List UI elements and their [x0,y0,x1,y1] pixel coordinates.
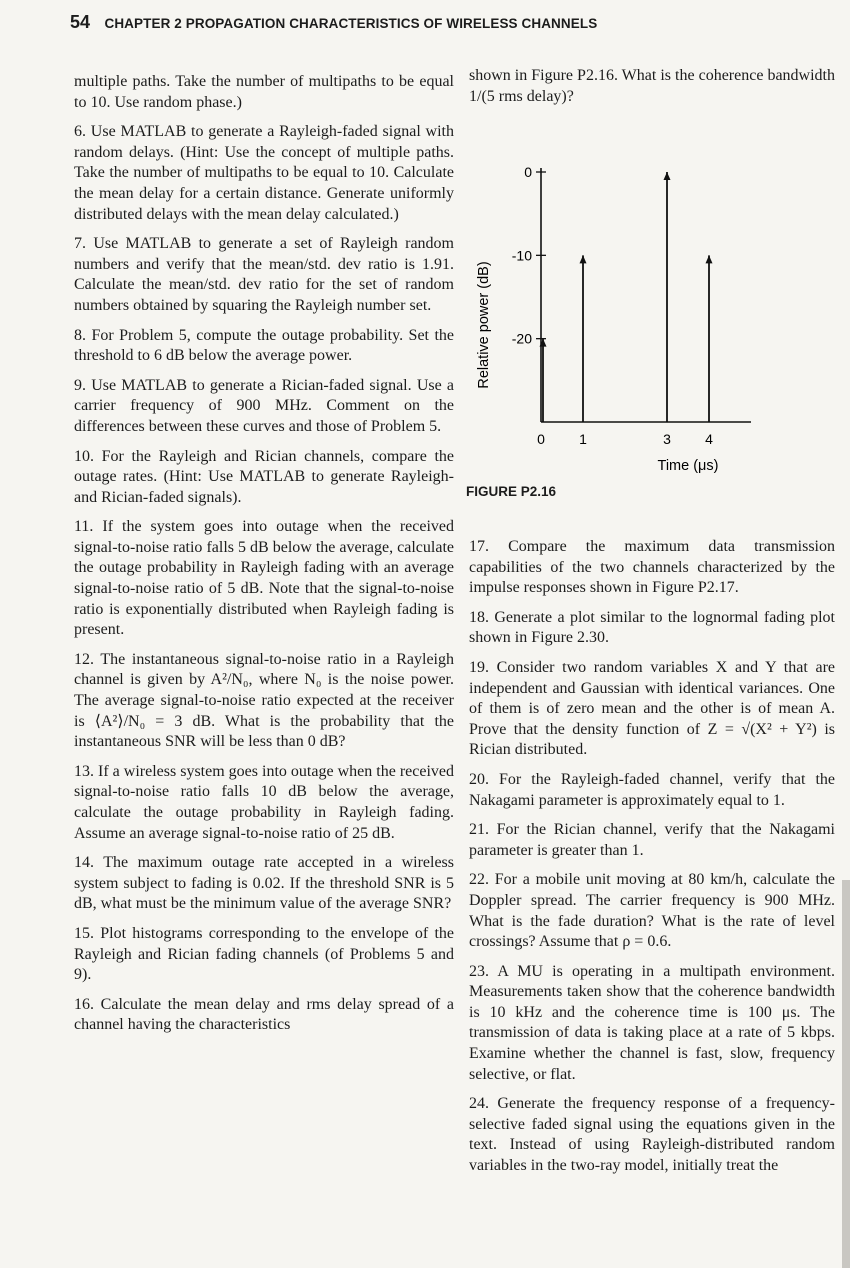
problem-24: 24. Generate the frequency response of a frequency-selective faded signal using the equations given in the text. Instead of using Rayleigh-distributed random variables in the two-ray model, initially treat the [469,1095,835,1175]
problem-16: 16. Calculate the mean delay and rms delay spread of a channel having the characteristics [74,995,454,1034]
problem-7: 7. Use MATLAB to generate a set of Rayleigh random numbers and verify that the mean/std. dev ratio is 1.91. Calculate the mean/std. dev ratio for the set of random numbers obtained by squaring the Rayleigh number set. [74,235,454,314]
problem-12: 12. The instantaneous signal-to-noise ratio in a Rayleigh channel is given by A²/N₀, where N₀ is the noise power. The average signal-to-noise ratio expected at the receiver is ⟨A²⟩/N₀ = 3 dB. What is the probability that the instantaneous SNR will be less than 0 dB? [74,650,454,751]
y-tick-label: 0 [524,164,532,180]
problem-20: 20. For the Rayleigh-faded channel, verify that the Nakagami parameter is approximately equal to 1. [469,770,835,809]
problem-14: 14. The maximum outage rate accepted in a wireless system subject to fading is 0.02. If the threshold SNR is 5 dB, what must be the minimum value of the average SNR? [74,854,454,913]
problem-19: 19. Consider two random variables X and Y that are independent and Gaussian with identical variances. One of them is of zero mean and the other is of mean A. Prove that the density function of Z = √(X² + Y²) is Rician distributed. [469,658,835,759]
right-column-bottom [469,537,835,1186]
impulse-arrowhead [664,172,671,180]
y-tick-label: -20 [511,330,532,347]
problem-23: 23. A MU is operating in a multipath environment. Measurements taken show that the coherence bandwidth is 10 kHz and the coherence time is 100 μs. The transmission of data is taking place at a rate of 5 kbps. Examine whether the channel is fast, slow, frequency selective, or flat. [469,962,835,1083]
impulse-response-chart [466,150,766,480]
impulse-arrowhead [580,255,587,263]
y-axis-label: Relative power (dB) [476,261,492,389]
problem-17: 17. Compare the maximum data transmission capabilities of the two channels characterized by the impulse responses shown in Figure P2.17. [469,538,835,597]
x-tick-label: 1 [579,431,587,447]
x-axis-label: Time (μs) [657,458,719,474]
x-tick-label: 4 [705,431,713,447]
x-tick-label: 3 [663,431,671,447]
paragraph: multiple paths. Take the number of multipaths to be equal to 10. Use random phase.) [74,73,454,111]
problem-8: 8. For Problem 5, compute the outage probability. Set the threshold to 6 dB below the average power. [74,326,454,365]
problem-13: 13. If a wireless system goes into outage when the received signal-to-noise ratio falls 10 dB below the average, calculate the outage probability in Rayleigh fading. Assume an average signal-to-noise ratio of 25 dB. [74,762,454,842]
problem-11: 11. If the system goes into outage when the received signal-to-noise ratio falls 5 dB below the average, calculate the outage probability in Rayleigh fading with an average signal-to-noise ratio of 5 dB. Note that the signal-to-noise ratio is exponentially distributed when Rayleigh fading is present. [74,518,454,639]
right-column-top [469,66,835,116]
problem-16-continued: shown in Figure P2.16. What is the coherence bandwidth 1/(5 rms delay)? [469,67,835,105]
left-column [74,72,454,1045]
impulse-arrowhead [706,255,713,263]
page-edge-shadow [842,880,850,1268]
problem-10: 10. For the Rayleigh and Rician channels, compare the outage rates. (Hint: Use MATLAB to generate Rayleigh- and Rician-faded signals). [74,447,454,506]
x-tick-label: 0 [537,431,545,447]
page-number: 54 [70,12,91,32]
figure-p2-16 [466,150,766,510]
problem-15: 15. Plot histograms corresponding to the envelope of the Rayleigh and Rician fading channels (of Problems 5 and 9). [74,924,454,984]
chapter-title: CHAPTER 2 PROPAGATION CHARACTERISTICS OF WIRELESS CHANNELS [104,16,598,31]
y-tick-label: -10 [511,247,532,264]
running-header [70,12,597,33]
problem-21: 21. For the Rician channel, verify that the Nakagami parameter is greater than 1. [469,821,835,859]
problem-9: 9. Use MATLAB to generate a Rician-faded signal. Use a carrier frequency of 900 MHz. Comment on the differences between these curves and those of Problem 5. [74,376,454,435]
figure-caption: FIGURE P2.16 [466,484,557,499]
problem-18: 18. Generate a plot similar to the lognormal fading plot shown in Figure 2.30. [469,608,835,647]
problem-6: 6. Use MATLAB to generate a Rayleigh-faded signal with random delays. (Hint: Use the concept of multiple paths. Take the number of multipaths to be equal to 10. Calculate the mean delay for a certain distance. Generate uniformly distributed delays with the mean delay calculated.) [74,123,454,223]
problem-22: 22. For a mobile unit moving at 80 km/h, calculate the Doppler spread. The carrier frequency is 900 MHz. What is the fade duration? What is the rate of level crossings? Assume that ρ = 0.6. [469,871,835,951]
